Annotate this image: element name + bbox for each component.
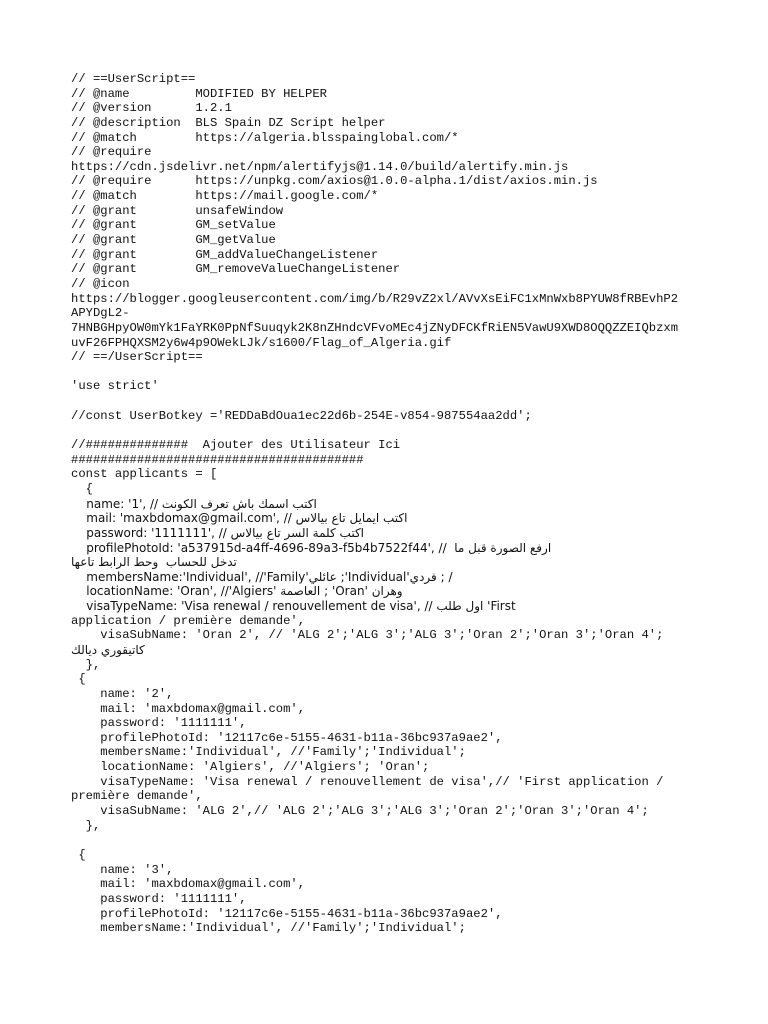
code-line: mail: 'maxbdomax@gmail.com', // اكتب ايمايل تاع بيالاس: [71, 511, 408, 526]
code-line: visaTypeName: 'Visa renewal / renouvellement de visa',// 'First application /: [71, 774, 664, 789]
code-line: application / première demande',: [71, 613, 306, 628]
code-line: تدخل للحساب وحط الرابط تاعها: [71, 555, 237, 570]
code-line: // ==UserScript==: [71, 72, 196, 86]
code-line: visaSubName: 'ALG 2',// 'ALG 2';'ALG 3';'ALG 3';'Oran 2';'Oran 3';'Oran 4';: [71, 804, 649, 819]
script-document: [71, 72, 703, 936]
code-line: {: [71, 672, 86, 687]
code-line: première demande',: [71, 789, 203, 804]
code-line: membersName:'Individual', //'Family';'Individual';: [71, 745, 466, 760]
code-line: APYDgL2-: [71, 306, 130, 321]
code-line: كاتيقوري ديالك: [71, 642, 145, 657]
code-line: profilePhotoId: '12117c6e-5155-4631-b11a-36bc937a9ae2',: [71, 730, 503, 745]
code-line: uvF26FPHQXSM2y6w4p9OWekLJk/s1600/Flag_of_Algeria.gif: [71, 335, 452, 350]
code-line: //const UserBotkey ='REDDaBdOua1ec22d6b-254E-v854-987554aa2dd';: [71, 408, 532, 423]
code-line: // @require https://unpkg.com/axios@1.0.0-alpha.1/dist/axios.min.js: [71, 174, 598, 189]
code-line: {: [71, 481, 93, 496]
code-line: // @grant GM_getValue: [71, 233, 276, 248]
code-line: // @grant GM_removeValueChangeListener: [71, 262, 401, 277]
blank-line: [71, 833, 703, 848]
code-line: // @icon: [71, 276, 130, 291]
code-line: password: '1111111',: [71, 716, 247, 731]
code-line: // ==/UserScript==: [71, 350, 203, 365]
code-line: {: [71, 847, 86, 862]
code-line: profilePhotoId: 'a537915d-a4ff-4696-89a3-f5b4b7522f44', // ارفع الصورة قبل ما: [71, 540, 552, 555]
code-line: // @name MODIFIED BY HELPER: [71, 86, 327, 101]
code-line: membersName:'Individual', //'Family'عائلي ;'Individual'فردي ; /: [71, 569, 453, 584]
code-line: name: '2',: [71, 686, 174, 701]
code-line: visaTypeName: 'Visa renewal / renouvellement de visa', // اول طلب 'First: [71, 599, 516, 614]
code-line: },: [71, 818, 101, 833]
code-line: // @grant unsafeWindow: [71, 203, 284, 218]
code-line: // @require: [71, 145, 152, 160]
blank-line: [71, 394, 703, 409]
code-line: visaSubName: 'Oran 2', // 'ALG 2';'ALG 3';'ALG 3';'Oran 2';'Oran 3';'Oran 4';: [71, 628, 664, 643]
code-line: password: '1111111',: [71, 891, 247, 906]
code-line: locationName: 'Algiers', //'Algiers'; 'Oran';: [71, 760, 430, 775]
code-line: https://blogger.googleusercontent.com/img/b/R29vZ2xl/AVvXsEiFC1xMnWxb8PYUW8fRBEvhP2: [71, 291, 679, 306]
code-line: // @match https://mail.google.com/*: [71, 189, 379, 204]
code-line: //############## Ajouter des Utilisateur Ici: [71, 438, 401, 453]
code-line: password: '1111111', // اكتب كلمة السر تاع بيالاس: [71, 525, 365, 540]
blank-line: [71, 365, 703, 380]
code-line: name: '3',: [71, 862, 174, 877]
code-line: https://cdn.jsdelivr.net/npm/alertifyjs@1.14.0/build/alertify.min.js: [71, 159, 569, 174]
code-line: locationName: 'Oran', //'Algiers' العاصمة ; 'Oran' وهران: [71, 584, 403, 599]
code-line: // @match https://algeria.blsspainglobal.com/*: [71, 130, 459, 145]
code-line: },: [71, 657, 101, 672]
code-line: 'use strict': [71, 379, 159, 394]
code-line: membersName:'Individual', //'Family';'Individual';: [71, 921, 466, 936]
code-line: mail: 'maxbdomax@gmail.com',: [71, 877, 306, 892]
code-line: const applicants = [: [71, 467, 218, 482]
code-line: name: '1', // اكتب اسمك باش تعرف الكونت: [71, 496, 317, 511]
code-line: 7HNBGHpyOW0mYk1FaYRK0PpNfSuuqyk2K8nZHndcVFvoMEc4jZNyDFCKfRiEN5VawU9XWD8OQQZZEIQbzxm: [71, 320, 679, 335]
code-line: // @grant GM_addValueChangeListener: [71, 247, 379, 262]
code-line: // @description BLS Spain DZ Script helper: [71, 115, 386, 130]
code-line: // @grant GM_setValue: [71, 218, 276, 233]
blank-line: [71, 423, 703, 438]
code-line: profilePhotoId: '12117c6e-5155-4631-b11a-36bc937a9ae2',: [71, 906, 503, 921]
code-line: mail: 'maxbdomax@gmail.com',: [71, 701, 306, 716]
code-line: ########################################: [71, 452, 364, 467]
code-line: // @version 1.2.1: [71, 101, 232, 116]
